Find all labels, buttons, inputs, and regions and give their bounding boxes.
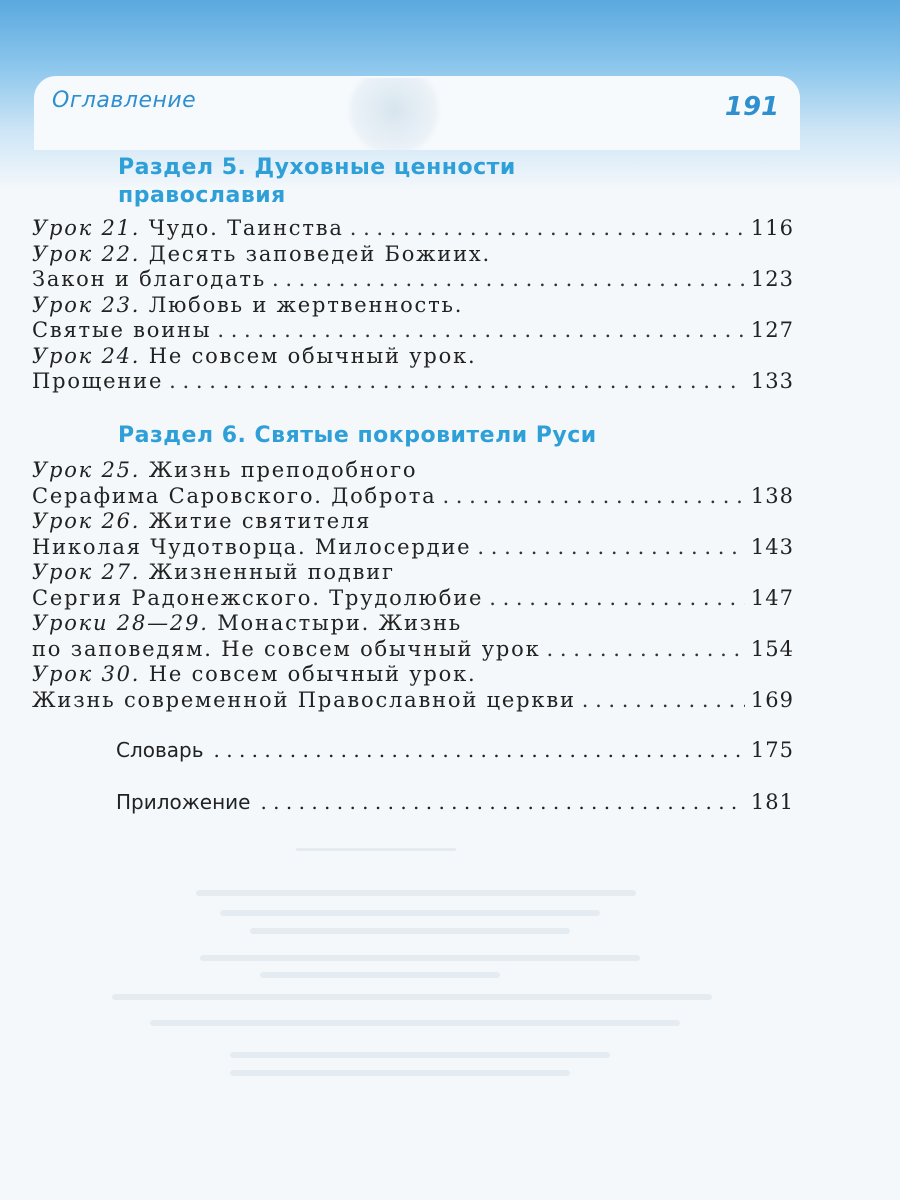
page-ref: 127 [750,318,794,342]
lesson-number: Урок 27. [32,560,141,584]
lesson-title: Монастыри. Жизнь [217,611,463,635]
leader-dots [272,267,745,293]
leader-dots [477,535,745,561]
lesson-title: Закон и благодать [32,267,266,291]
section-5-title: Раздел 5. Духовные ценности православия [118,155,516,208]
toc-entry-continuation[interactable] [32,318,794,344]
toc-entry-continuation[interactable] [32,586,794,612]
section-6-entries [32,458,794,713]
leader-dots [489,586,745,612]
lesson-number: Урок 30. [32,662,141,686]
lesson-title: Десять заповедей Божиих. [148,241,491,266]
show-through [150,1020,680,1026]
page-ref: 175 [750,738,794,762]
page-ref: 116 [750,216,794,240]
leader-dots [217,318,745,344]
lesson-title: Не совсем обычный урок. [148,343,477,368]
section-6-title: Раздел 6. Святые покровители Руси [118,423,597,448]
lesson-number: Урок 23. [32,292,141,317]
page-ref: 133 [750,369,794,393]
page-ref: 138 [750,483,794,508]
lesson-title: Святые воины [32,318,212,342]
toc-entry-continuation[interactable] [32,688,794,714]
leader-dots [169,369,745,395]
lesson-title: по заповедям. Не совсем обычный урок [32,636,541,661]
leader-dots [582,688,745,714]
show-through [230,1052,610,1058]
page-ref: 147 [750,585,794,610]
toc-entry-continuation[interactable] [32,484,794,510]
lesson-number: Урок 26. [32,509,141,533]
page-title: Оглавление [52,88,197,113]
show-through [220,910,600,916]
toc-entry[interactable] [32,344,794,370]
lesson-title: Житие святителя [148,509,372,533]
appendix-label: Приложение [116,790,251,814]
page-ref: 154 [750,636,794,661]
toc-entry[interactable] [32,242,794,268]
lesson-number: Уроки 28—29. [32,611,209,635]
lesson-title: Николая Чудотворца. Милосердие [32,534,472,559]
show-through [112,994,712,1000]
toc-entry[interactable] [32,216,794,242]
lesson-title: Жизнь современной Православной церкви [32,687,576,712]
leader-dots [350,216,745,242]
lesson-number: Урок 21. [32,216,141,240]
lesson-number: Урок 24. [32,343,141,368]
show-through [296,848,456,851]
show-through [200,955,640,961]
glossary-label: Словарь [116,738,204,762]
toc-entry-glossary[interactable] [116,738,794,762]
leader-dots [442,484,744,510]
toc-entry[interactable] [32,458,794,484]
leader-dots [260,790,740,814]
toc-entry[interactable] [32,509,794,535]
lesson-title: Жизнь преподобного [148,458,418,482]
toc-entry[interactable] [32,662,794,688]
show-through [260,972,500,978]
lesson-title: Жизненный подвиг [148,560,395,584]
show-through [196,890,636,896]
faint-emblem [338,78,450,150]
page-number: 191 [724,92,780,122]
lesson-title: Сергия Радонежского. Трудолюбие [32,585,484,610]
toc-entry[interactable] [32,293,794,319]
toc-entry[interactable] [32,611,794,637]
leader-dots [214,738,741,762]
lesson-title: Любовь и жертвенность. [148,292,464,317]
page-ref: 143 [750,534,794,559]
toc-entry[interactable] [32,560,794,586]
toc-entry-continuation[interactable] [32,267,794,293]
toc-entry-continuation[interactable] [32,535,794,561]
page-ref: 169 [750,687,794,712]
show-through [250,928,570,934]
toc-entry-continuation[interactable] [32,369,794,395]
page-ref: 181 [750,790,794,814]
lesson-number: Урок 25. [32,458,141,482]
section-5-entries [32,216,794,395]
lesson-title: Чудо. Таинства [148,216,344,240]
lesson-title: Не совсем обычный урок. [148,662,477,686]
page-ref: 123 [750,267,794,291]
lesson-title: Прощение [32,369,164,393]
toc-entry-continuation[interactable] [32,637,794,663]
toc-entry-appendix[interactable] [116,790,794,814]
show-through [230,1070,570,1076]
leader-dots [547,637,745,663]
lesson-title: Серафима Саровского. Доброта [32,483,437,508]
lesson-number: Урок 22. [32,241,141,266]
